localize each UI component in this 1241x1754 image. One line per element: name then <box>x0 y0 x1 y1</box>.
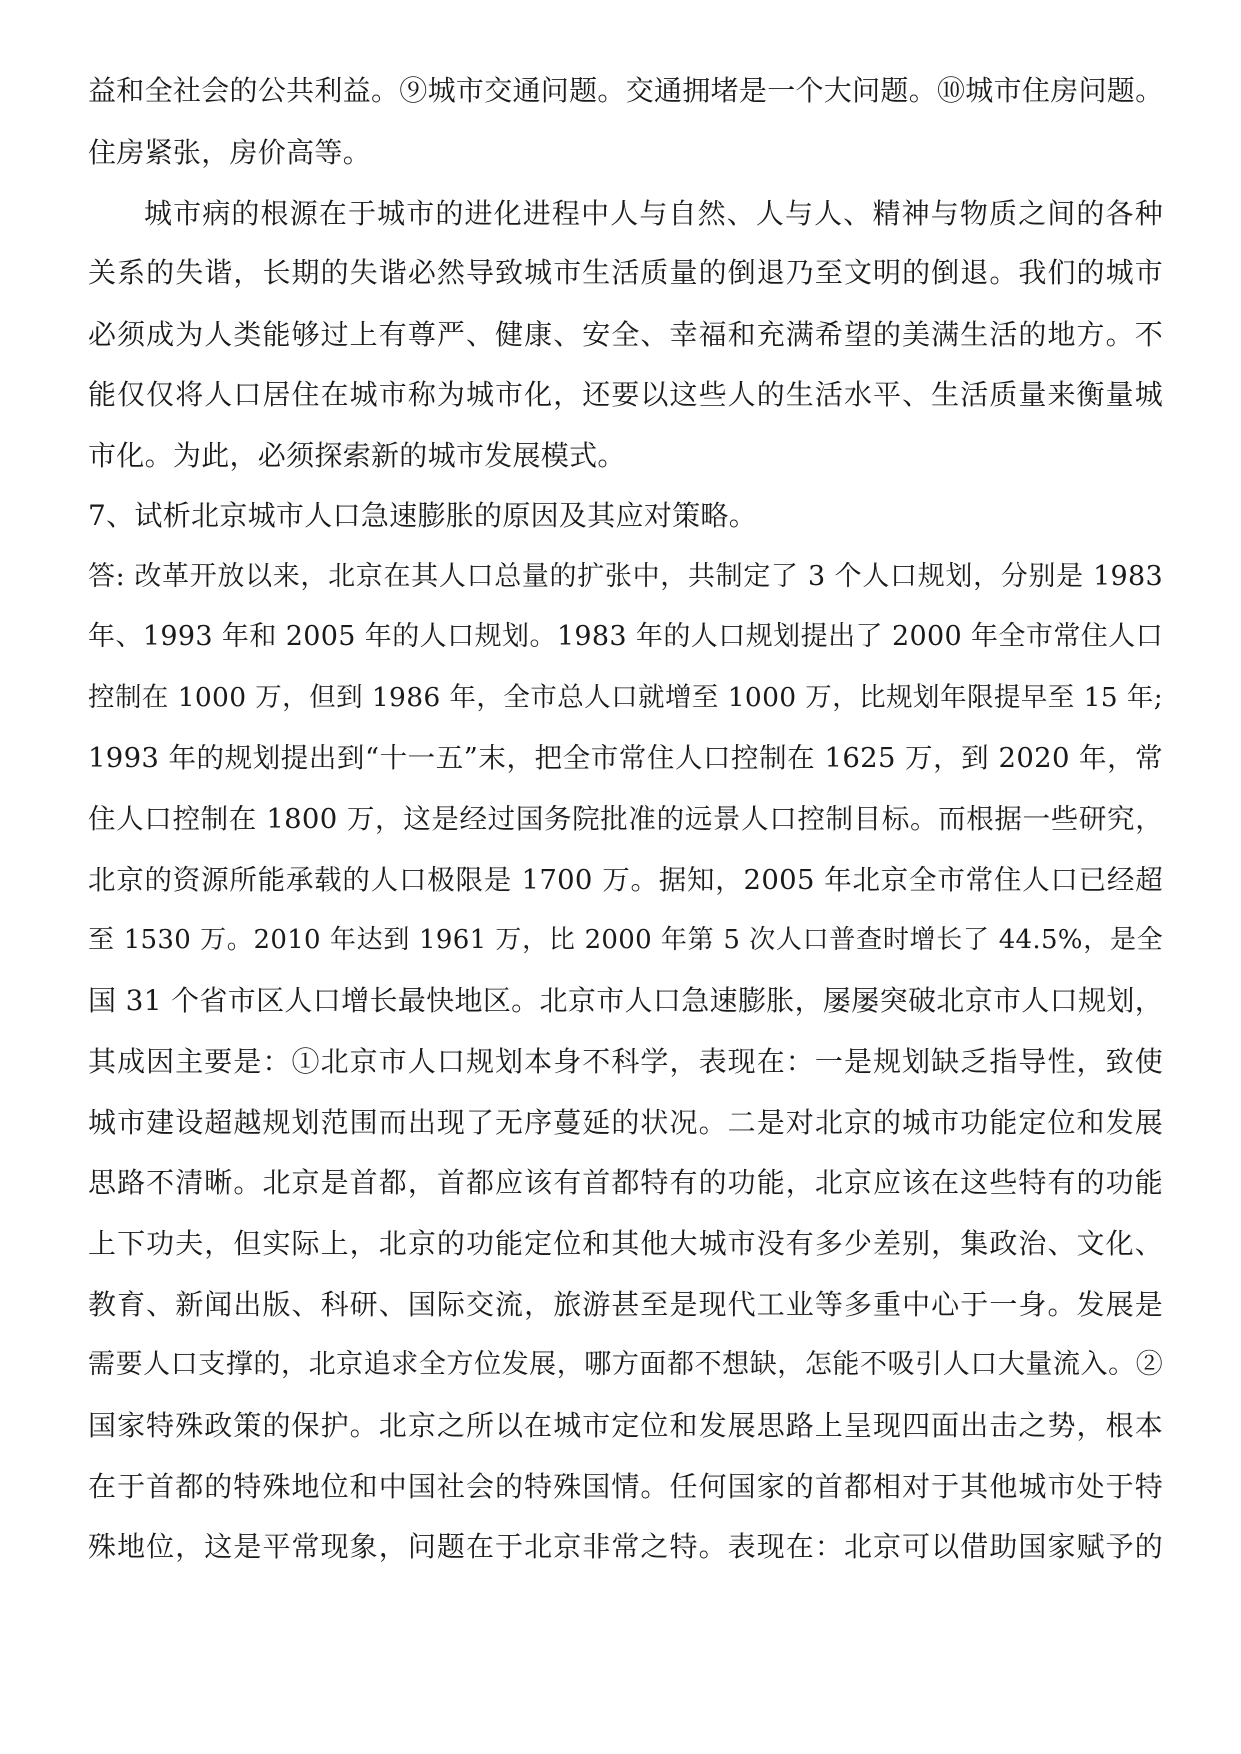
text-line-10: 年、1993 年和 2005 年的人口规划。1983 年的人口规划提出了 2000 年全市常住人口 <box>88 621 1163 652</box>
text-line-2: 住房紧张，房价高等。 <box>88 136 372 169</box>
text-line-18: 城市建设超越规划范围而出现了无序蔓延的状况。二是对北京的城市功能定位和发展 <box>88 1106 1163 1139</box>
text-line-15: 至 1530 万。2010 年达到 1961 万，比 2000 年第 5 次人口普查时增长了 44.5%，是全 <box>88 925 1163 955</box>
text-line-3: 城市病的根源在于城市的进化进程中人与自然、人与人、精神与物质之间的各种 <box>144 197 1163 230</box>
text-line-20: 上下功夫，但实际上，北京的功能定位和其他大城市没有多少差别，集政治、文化、 <box>88 1227 1163 1260</box>
text-line-21: 教育、新闻出版、科研、国际交流，旅游甚至是现代工业等多重中心于一身。发展是 <box>88 1288 1163 1321</box>
text-line-19: 思路不清晰。北京是首都，首都应该有首都特有的功能，北京应该在这些特有的功能 <box>88 1166 1163 1199</box>
question-heading: 7、试析北京城市人口急速膨胀的原因及其应对策略。 <box>88 499 758 532</box>
text-line-4: 关系的失谐，长期的失谐必然导致城市生活质量的倒退乃至文明的倒退。我们的城市 <box>88 256 1163 289</box>
text-line-17: 其成因主要是：①北京市人口规划本身不科学，表现在：一是规划缺乏指导性，致使 <box>88 1045 1163 1078</box>
text-line-22: 需要人口支撑的，北京追求全方位发展，哪方面都不想缺，怎能不吸引人口大量流入。② <box>88 1349 1163 1380</box>
text-line-9: 答: 改革开放以来，北京在其人口总量的扩张中，共制定了 3 个人口规划，分别是 1983 <box>88 561 1163 592</box>
text-line-11: 控制在 1000 万，但到 1986 年，全市总人口就增至 1000 万，比规划年限提早至 15 年; <box>88 682 1163 713</box>
text-line-24: 在于首都的特殊地位和中国社会的特殊国情。任何国家的首都相对于其他城市处于特 <box>88 1470 1163 1503</box>
text-line-6: 能仅仅将人口居住在城市称为城市化，还要以这些人的生活水平、生活质量来衡量城 <box>88 378 1163 411</box>
text-line-7: 市化。为此，必须探索新的城市发展模式。 <box>88 439 626 472</box>
text-line-23: 国家特殊政策的保护。北京之所以在城市定位和发展思路上呈现四面出击之势，根本 <box>88 1409 1163 1442</box>
text-line-14: 北京的资源所能承载的人口极限是 1700 万。据知，2005 年北京全市常住人口已经超 <box>88 864 1163 896</box>
text-line-12: 1993 年的规划提出到“十一五”末，把全市常住人口控制在 1625 万，到 2020 年，常 <box>88 742 1163 774</box>
text-line-16: 国 31 个省市区人口增长最快地区。北京市人口急速膨胀，屡屡突破北京市人口规划， <box>88 984 1163 1017</box>
text-line-25: 殊地位，这是平常现象，问题在于北京非常之特。表现在：北京可以借助国家赋予的 <box>88 1530 1163 1563</box>
text-line-5: 必须成为人类能够过上有尊严、健康、安全、幸福和充满希望的美满生活的地方。不 <box>88 318 1163 351</box>
text-line-1: 益和全社会的公共利益。⑨城市交通问题。交通拥堵是一个大问题。⑩城市住房问题。 <box>88 74 1164 107</box>
text-line-13: 住人口控制在 1800 万，这是经过国务院批准的远景人口控制目标。而根据一些研究， <box>88 803 1163 835</box>
